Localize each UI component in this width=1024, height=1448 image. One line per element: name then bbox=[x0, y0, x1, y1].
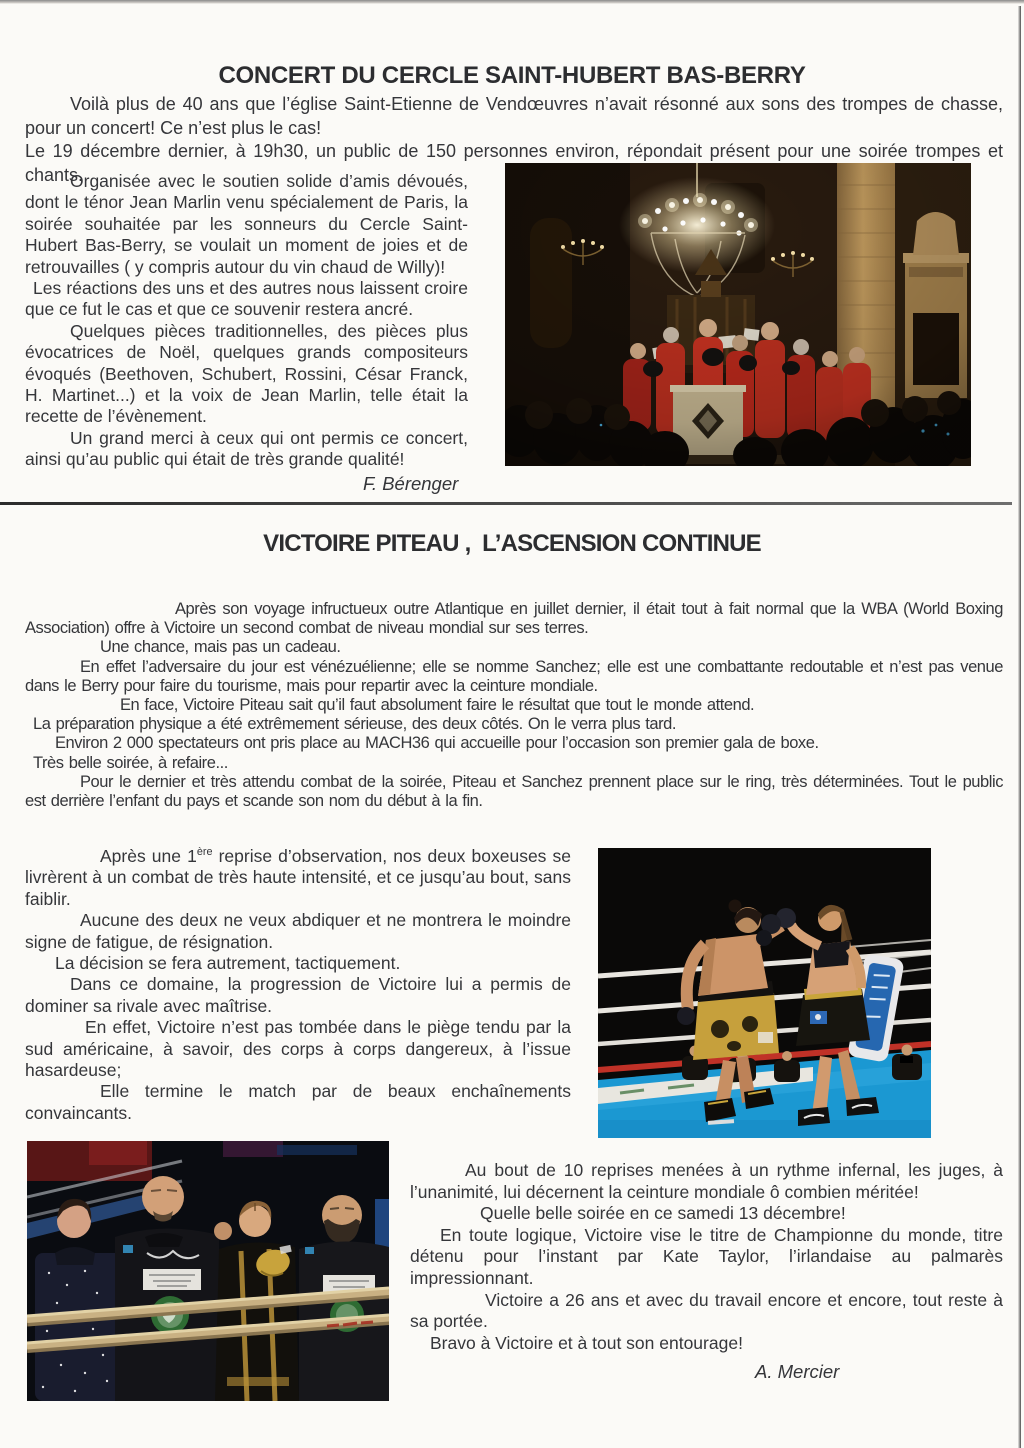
paragraph: En effet l’adversaire du jour est vénézuélienne; elle se nomme Sanchez; elle est une combattante redoutable et n’est pas venue dans le Berry pour faire du tourisme, mais pour repartir avec la ceinture mondiale. bbox=[25, 657, 1003, 695]
round1-text: Après une 1 bbox=[100, 846, 197, 866]
boxing-author-signature: A. Mercier bbox=[755, 1361, 840, 1383]
paragraph: Au bout de 10 reprises menées à un rythme infernal, les juges, à l’unanimité, lui décernent la ceinture mondiale ô combien méritée! bbox=[410, 1160, 1003, 1202]
paragraph: Victoire a 26 ans et avec du travail encore et encore, tout reste à sa portée. bbox=[410, 1289, 1003, 1332]
paragraph: Une chance, mais pas un cadeau. bbox=[100, 638, 341, 657]
paragraph: Pour le dernier et très attendu combat de la soirée, Piteau et Sanchez prennent place sur le ring, très déterminées. Tout le public est derrière l’enfant du pays et scande son nom du début à la fin. bbox=[25, 772, 1003, 811]
boxing-article-title: VICTOIRE PITEAU , L’ASCENSION CONTINUE bbox=[263, 530, 761, 557]
concert-body-column bbox=[25, 171, 468, 494]
paragraph: Dans ce domaine, la progression de Victoire lui a permis de dominer sa rivale avec maîtrise. bbox=[25, 974, 571, 1016]
paragraph: Très belle soirée, à refaire... bbox=[33, 753, 228, 772]
paragraph: Elle termine le match par de beaux enchaînements convaincants. bbox=[25, 1081, 571, 1123]
church-concert-photo bbox=[505, 163, 971, 466]
paragraph: Voilà plus de 40 ans que l’église Saint-Etienne de Vendœuvres n’avait résonné aux sons des trompes de chasse, pour un concert! Ce n’est plus le cas! bbox=[25, 94, 1003, 138]
paragraph: Environ 2 000 spectateurs ont pris place au MACH36 qui accueille pour l’occasion son premier gala de boxe. bbox=[55, 734, 819, 753]
paragraph: En effet, Victoire n’est pas tombée dans le piège tendu par la sud américaine, à savoir, des corps à corps dangereux, à l’issue hasardeuse; bbox=[25, 1017, 571, 1081]
paragraph bbox=[25, 846, 571, 910]
paragraph: Quelques pièces traditionnelles, des pièces plus évocatrices de Noël, quelques grands compositeurs évoqués (Beethoven, Schubert, Rossini, César Franck, H. Martinet...) et la voix de Jean Marlin, telle était la recette de l’évènement. bbox=[25, 320, 468, 427]
paragraph: La décision se fera autrement, tactiquement. bbox=[55, 953, 401, 974]
paragraph: Après son voyage infructueux outre Atlantique en juillet dernier, il était tout à fait normal que la WBA (World Boxing Association) offre à Victoire un second combat de niveau mondial sur ses terres. bbox=[25, 600, 1003, 638]
boxing-fight-column bbox=[25, 846, 571, 1124]
concert-author-signature: F. Bérenger bbox=[363, 472, 459, 494]
concert-article-title: CONCERT DU CERCLE SAINT-HUBERT BAS-BERRY bbox=[218, 62, 806, 89]
corner-team-photo bbox=[27, 1141, 389, 1401]
paragraph: En toute logique, Victoire vise le titre de Championne du monde, titre détenu pour l’instant par Kate Taylor, l’irlandaise au palmarès impressionnant. bbox=[410, 1224, 1003, 1288]
scan-top-edge bbox=[0, 0, 1024, 4]
paragraph: Quelle belle soirée en ce samedi 13 décembre! bbox=[480, 1203, 846, 1224]
boxing-intro bbox=[25, 600, 1003, 811]
paragraph: Un grand merci à ceux qui ont permis ce concert, ainsi qu’au public qui était de très grande qualité! bbox=[25, 427, 468, 470]
article-divider bbox=[0, 502, 1012, 505]
boxing-conclusion-column bbox=[410, 1160, 1003, 1383]
ordinal-superscript: ère bbox=[196, 846, 213, 859]
paragraph: Organisée avec le soutien solide d’amis dévoués, dont le ténor Jean Marlin venu spécialement de Paris, la soirée souhaitée par les sonneurs du Cercle Saint-Hubert Bas-Berry, se voulait un moment de joies et de retrouvailles ( y compris autour du vin chaud de Willy)! bbox=[25, 171, 468, 277]
paragraph: Les réactions des uns et des autres nous laissent croire que ce fut le cas et que ce souvenir restera ancré. bbox=[25, 278, 468, 320]
paragraph: La préparation physique a été extrêmement sérieuse, des deux côtés. On le verra plus tard. bbox=[33, 715, 677, 734]
scan-right-edge bbox=[1018, 6, 1021, 1448]
paragraph: En face, Victoire Piteau sait qu’il faut absolument faire le résultat que tout le monde attend. bbox=[120, 696, 755, 715]
round1-text-cont: reprise d’observation, nos deux boxeuses se livrèrent à un combat de très haute intensité, et ce jusqu’au bout, sans faiblir. bbox=[25, 846, 571, 909]
paragraph: Aucune des deux ne veux abdiquer et ne montrera le moindre signe de fatigue, de résignation. bbox=[25, 910, 571, 952]
paragraph: Le 19 décembre dernier, à 19h30, un public de 150 personnes environ, répondait présent pour une soirée trompes et chants. bbox=[25, 141, 1003, 185]
boxing-match-photo bbox=[598, 848, 931, 1138]
paragraph: Bravo à Victoire et à tout son entourage! bbox=[430, 1332, 743, 1353]
